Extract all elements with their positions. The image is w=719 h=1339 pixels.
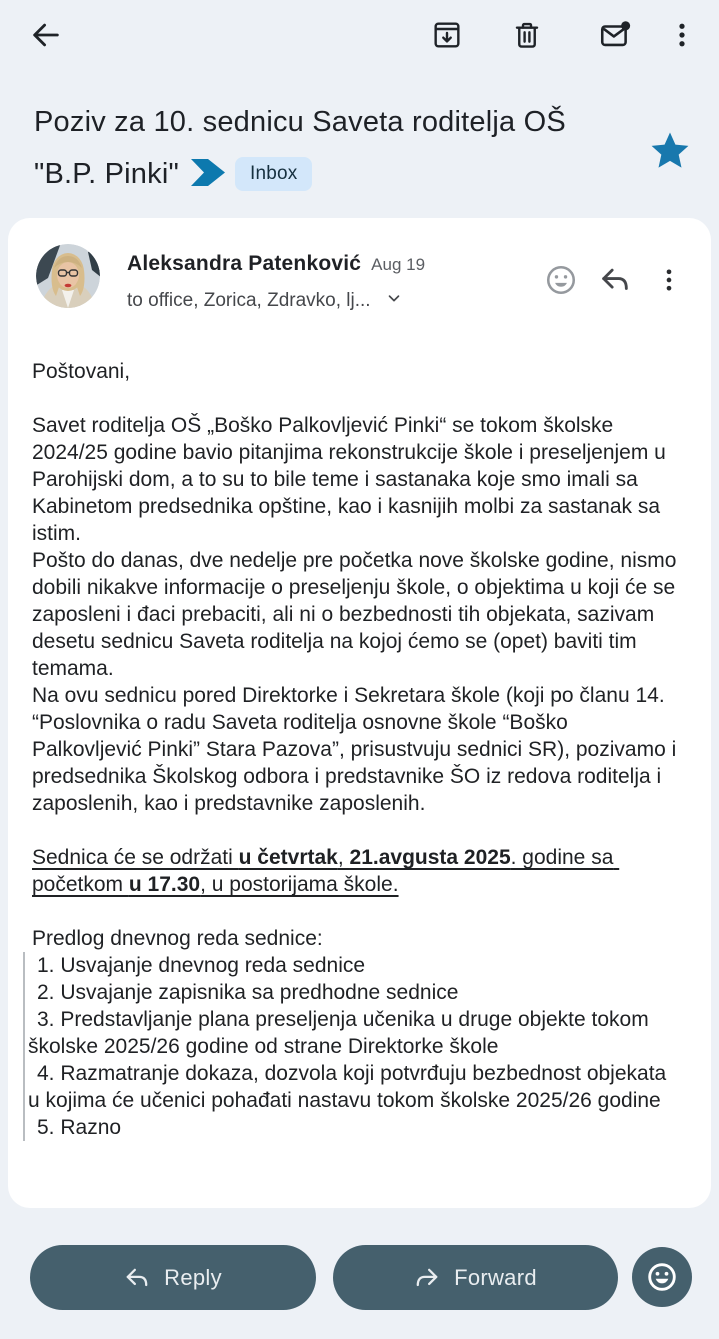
sender-row — [8, 218, 711, 312]
reply-button[interactable] — [30, 1245, 316, 1310]
recipients-row[interactable] — [127, 289, 541, 312]
delete-icon[interactable] — [505, 13, 549, 57]
subject-block — [34, 96, 600, 203]
agenda-item: 4. Razmatranje dokaza, dozvola koji potvrđuju bezbednost objekata u kojima će učenici pohađati nastavu tokom školske 2025/26 godine — [28, 1062, 667, 1112]
agenda-item: 1. Usvajanje dnevnog reda sednice — [37, 954, 366, 977]
paragraph-break — [32, 898, 681, 925]
forward-arrow-icon — [414, 1265, 440, 1291]
message-actions — [541, 260, 689, 300]
sender-avatar[interactable] — [36, 244, 100, 308]
mark-unread-icon[interactable] — [593, 13, 637, 57]
forward-button-label: Forward — [454, 1264, 537, 1290]
more-options-icon[interactable] — [660, 13, 704, 57]
reply-arrow-icon — [124, 1265, 150, 1291]
body-paragraph: Predlog dnevnog reda sednice: — [32, 927, 323, 950]
sender-meta — [127, 244, 541, 312]
top-app-bar — [0, 0, 719, 70]
star-icon[interactable] — [642, 124, 698, 180]
agenda-item: 2. Usvajanje zapisnika sa predhodne sednice — [37, 981, 459, 1004]
email-body — [8, 312, 711, 1141]
agenda-item: 3. Predstavljanje plana preseljenja učenika u druge objekte tokom školske 2025/26 godine od strane Direktorke škole — [28, 1008, 649, 1058]
body-paragraph: Na ovu sednicu pored Direktorke i Sekretara škole (koji po članu 14. “Poslovnika o radu Saveta roditelja osnovne škole “Boško Palkovljević Pinki” Stara Pazova”, prisustvuju sednici SR), pozivamo i predsednika Školskog odbora i predstavnike ŠO iz redova roditelja i zaposlenih, kao i predstavnike zaposlenih. — [32, 684, 683, 815]
body-paragraph: Poštovani, — [32, 360, 131, 383]
emoji-reaction-button[interactable] — [632, 1247, 692, 1307]
body-paragraph: Pošto do danas, dve nedelje pre početka nove školske godine, nismo dobili nikakve informacije o preseljenju škole, o objektima u koji će se zaposleni i đaci prebaciti, ali ni o bezbednosti tih objekata, sazivam desetu sednicu Saveta roditelja na kojoj ćemo se (opet) baviti tim temama. — [32, 549, 683, 680]
sender-date: Aug 19 — [371, 255, 426, 274]
inbox-label-chip[interactable]: Inbox — [235, 157, 312, 191]
paragraph-break — [32, 817, 681, 844]
paragraph-break — [32, 385, 681, 412]
smiley-icon — [644, 1259, 680, 1295]
chevron-down-icon — [385, 289, 403, 312]
reply-icon[interactable] — [595, 260, 635, 300]
sender-name: Aleksandra Patenković — [127, 252, 362, 275]
body-paragraph-emphasized: Sednica će se održati u četvrtak, 21.avgusta 2025. godine sa početkom u 17.30, u postorijama škole. — [32, 846, 620, 896]
agenda-list — [23, 952, 681, 1141]
subject-text: Poziv za 10. sednicu Saveta roditelja OŠ "B.P. Pinki" — [34, 106, 566, 190]
recipients-text: to office, Zorica, Zdravko, lj... — [127, 289, 371, 311]
email-card — [8, 218, 711, 1208]
add-reaction-icon[interactable] — [541, 260, 581, 300]
reply-button-label: Reply — [164, 1264, 222, 1290]
label-arrow-icon — [191, 151, 225, 203]
forward-button[interactable] — [333, 1245, 618, 1310]
agenda-item: 5. Razno — [37, 1116, 122, 1139]
back-icon[interactable] — [24, 13, 68, 57]
body-paragraph: Savet roditelja OŠ „Boško Palkovljević Pinki“ se tokom školske 2024/25 godine bavio pitanjima rekonstrukcije škole i preseljenjem u Parohijski dom, a to su to bile teme i sastanaka koje smo imali sa Kabinetom predsednika opštine, kao i kasnijih molbi za sastanak sa istim. — [32, 414, 672, 545]
archive-icon[interactable] — [425, 13, 469, 57]
message-more-icon[interactable] — [649, 260, 689, 300]
